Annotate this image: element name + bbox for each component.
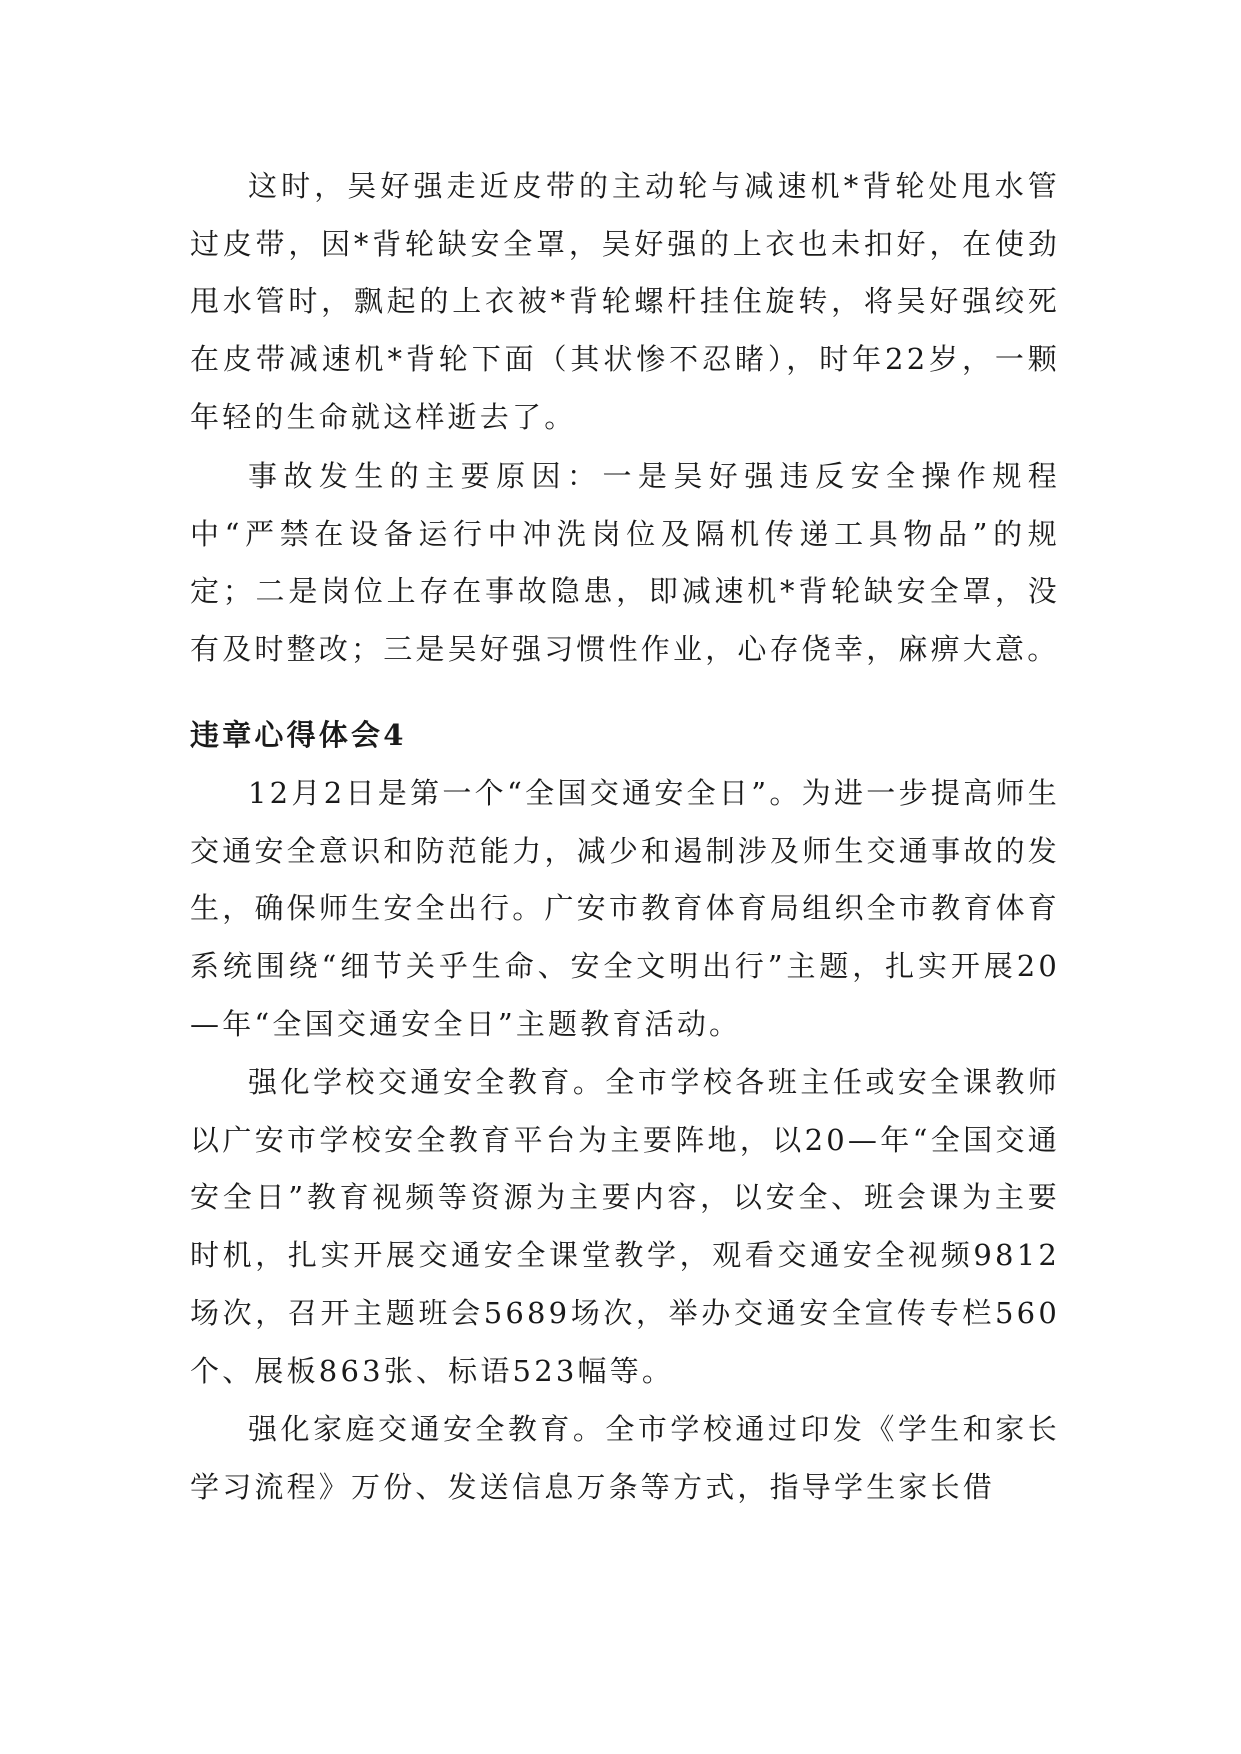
paragraph-school-education <box>190 1054 1060 1400</box>
paragraph-accident-description <box>190 158 1060 447</box>
body-paragraph: 事故发生的主要原因：一是吴好强违反安全操作规程中“严禁在设备运行中冲洗岗位及隔机传递工具物品”的规定；二是岗位上存在事故隐患，即减速机*背轮缺安全罩，没有及时整改；三是吴好强习惯性作业，心存侥幸，麻痹大意。 <box>190 459 1060 667</box>
body-paragraph: 12月2日是第一个“全国交通安全日”。为进一步提高师生交通安全意识和防范能力，减少和遏制涉及师生交通事故的发生，确保师生安全出行。广安市教育体育局组织全市教育体育系统围绕“细节关乎生命、安全文明出行”主题，扎实开展20—年“全国交通安全日”主题教育活动。 <box>190 776 1060 1041</box>
body-paragraph: 强化家庭交通安全教育。全市学校通过印发《学生和家长学习流程》万份、发送信息万条等方式，指导学生家长借 <box>190 1412 1060 1504</box>
paragraph-family-education <box>190 1401 1060 1516</box>
section-heading-block <box>190 707 1060 765</box>
body-paragraph: 强化学校交通安全教育。全市学校各班主任或安全课教师以广安市学校安全教育平台为主要阵地，以20—年“全国交通安全日”教育视频等资源为主要内容，以安全、班会课为主要时机，扎实开展交通安全课堂教学，观看交通安全视频9812场次，召开主题班会5689场次，举办交通安全宣传专栏560个、展板863张、标语523幅等。 <box>190 1065 1060 1388</box>
section-heading: 违章心得体会4 <box>190 718 407 752</box>
paragraph-accident-causes <box>190 448 1060 679</box>
body-paragraph: 这时，吴好强走近皮带的主动轮与减速机*背轮处甩水管过皮带，因*背轮缺安全罩，吴好强的上衣也未扣好，在使劲甩水管时，飘起的上衣被*背轮螺杆挂住旋转，将吴好强绞死在皮带减速机*背轮下面（其状惨不忍睹），时年22岁，一颗年轻的生命就这样逝去了。 <box>190 169 1060 434</box>
paragraph-traffic-safety-day <box>190 765 1060 1054</box>
